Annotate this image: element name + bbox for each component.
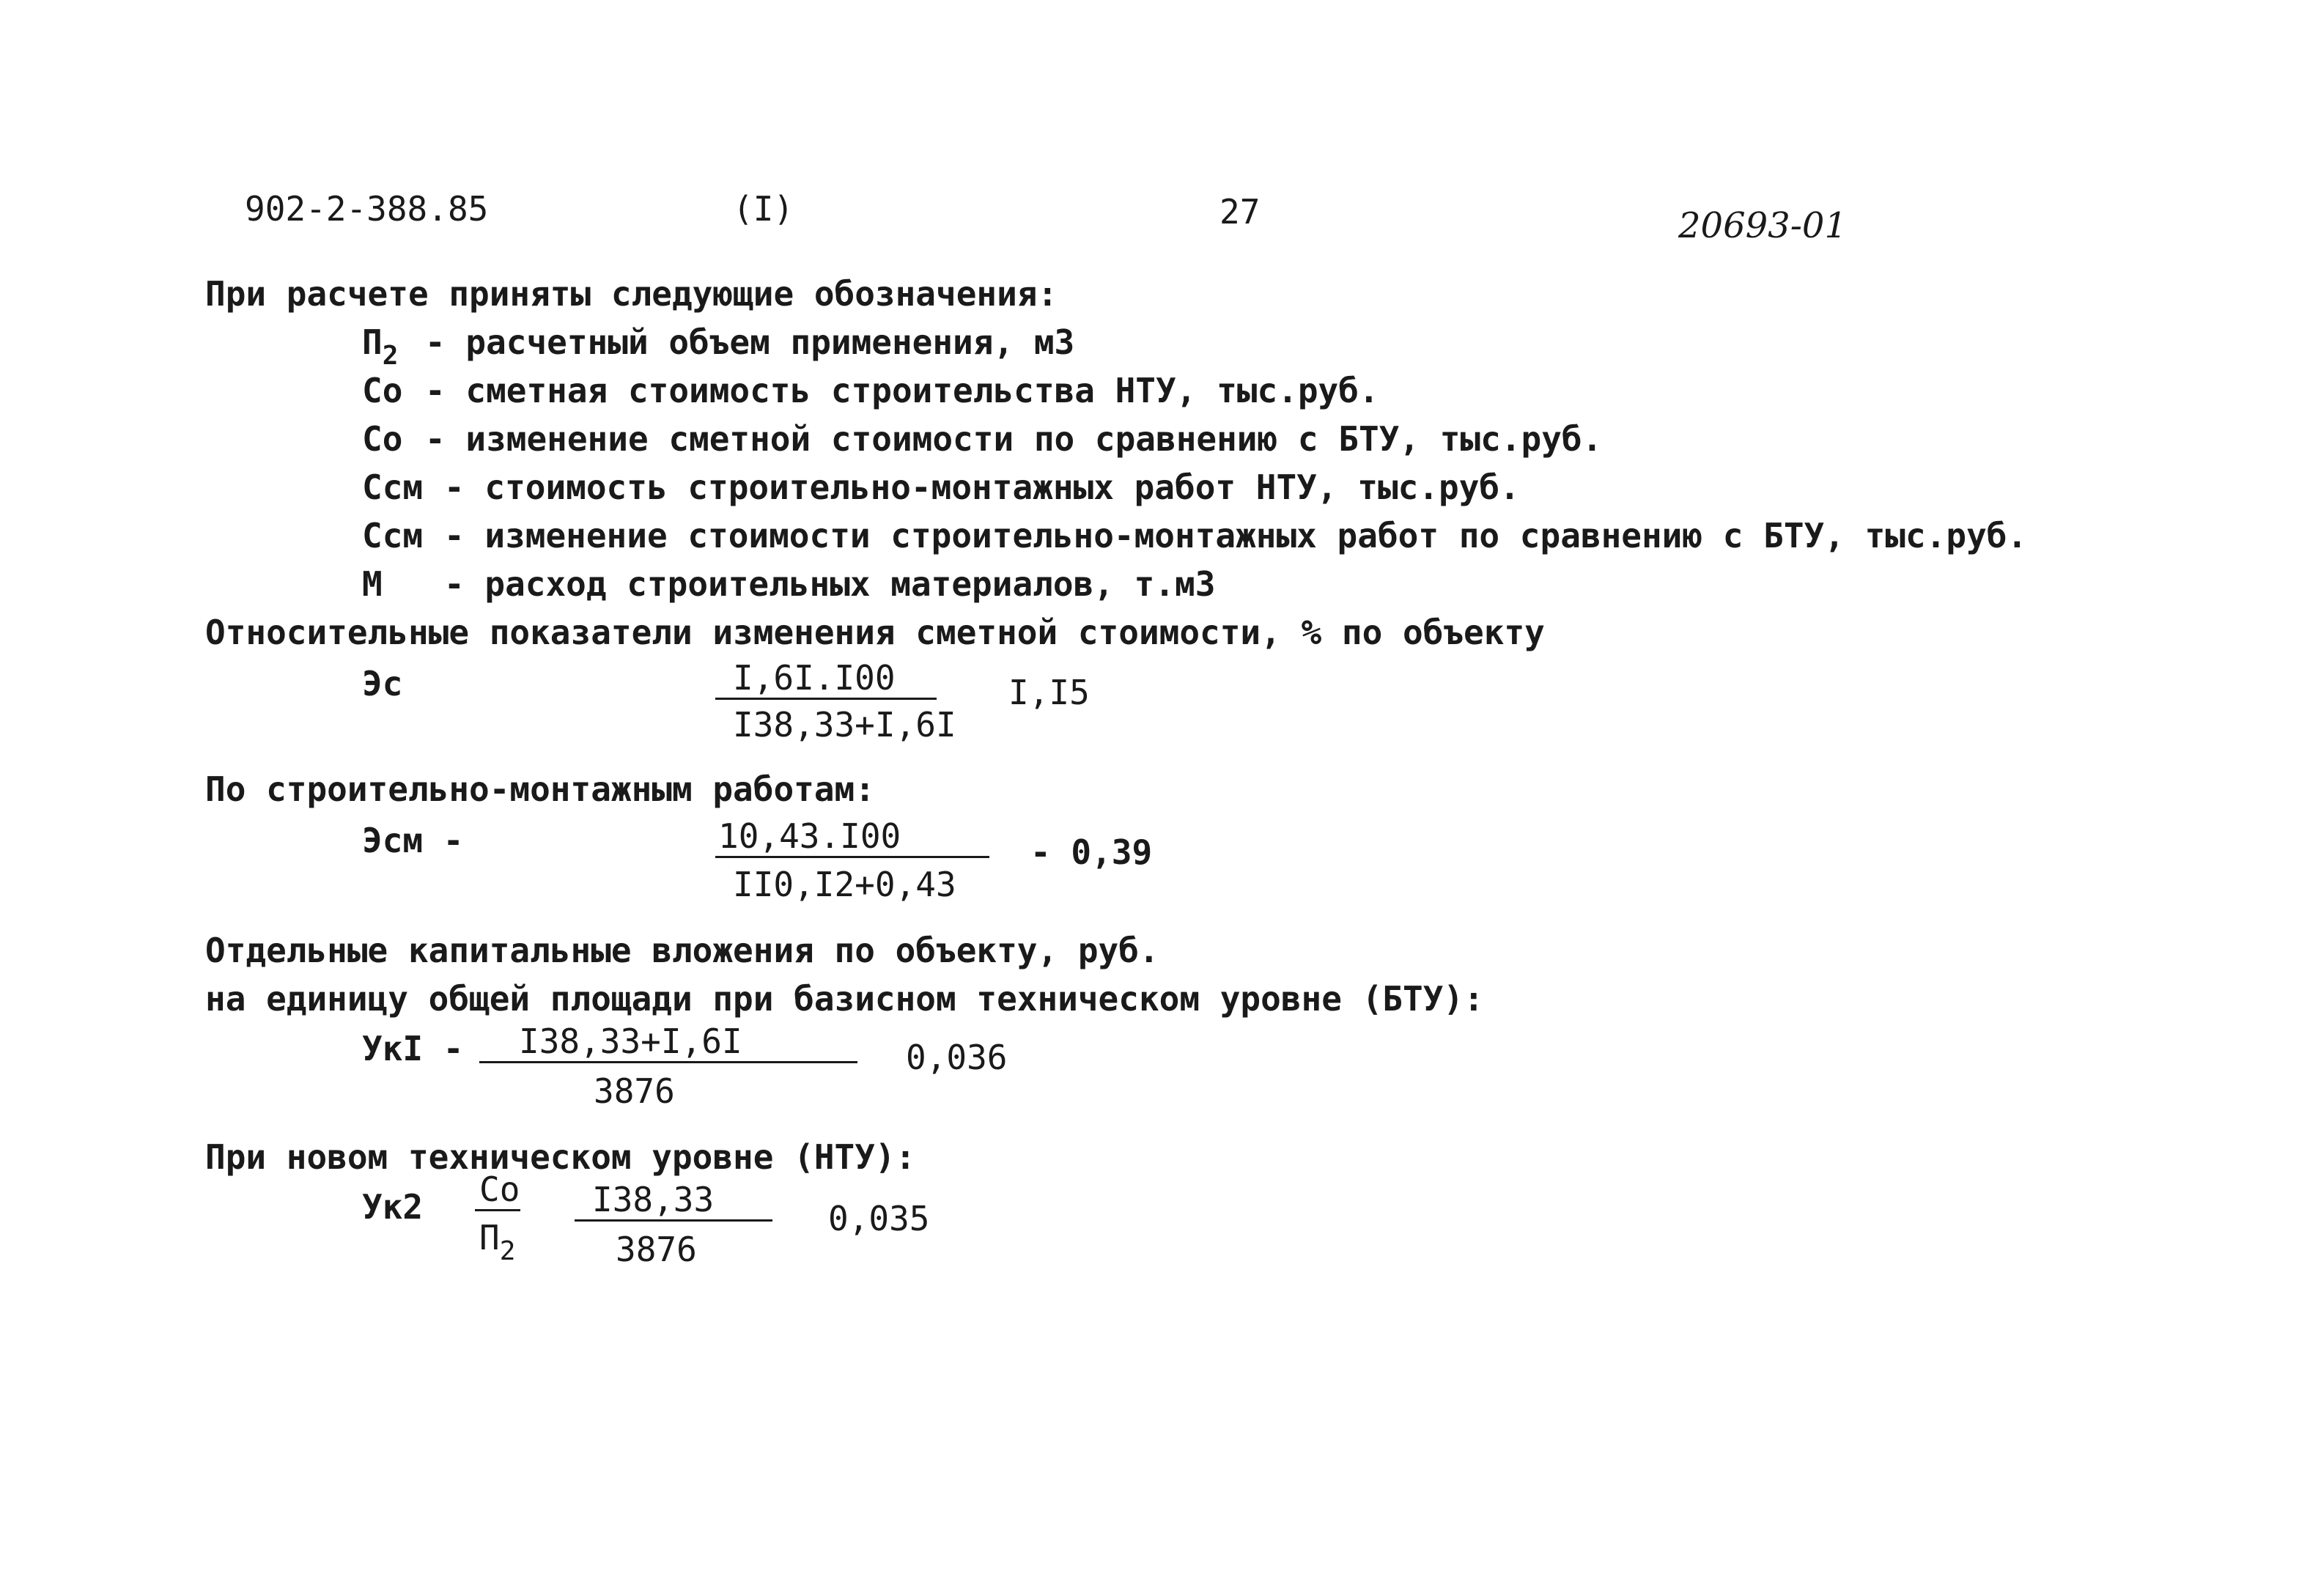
inventory-number: 20693-01: [1678, 205, 1847, 246]
legend-text: - изменение сметной стоимости по сравнению с БТУ, тыс.руб.: [425, 419, 1603, 459]
capital-subheading: на единицу общей площади при базисном техническом уровне (БТУ):: [205, 979, 1484, 1019]
symbol-denominator: П: [479, 1218, 500, 1257]
legend-text: - стоимость строительно-монтажных работ НТУ, тыс.руб.: [444, 468, 1520, 507]
part-number: (I): [733, 189, 794, 229]
formula-result: - 0,39: [1030, 832, 1153, 872]
formula-numerator: I38,33+I,6I: [519, 1021, 742, 1061]
legend-symbol: Ссм: [362, 468, 424, 507]
legend-symbol: Со: [362, 371, 403, 410]
fraction-line: [715, 698, 937, 700]
ntu-heading: При новом техническом уровне (НТУ):: [205, 1137, 916, 1177]
legend-symbol-sub: 2: [382, 341, 399, 371]
fraction-line: [715, 856, 989, 858]
formula-result: 0,035: [828, 1199, 930, 1238]
formula-denominator: 3876: [616, 1230, 697, 1269]
legend-symbol: Ссм: [362, 516, 424, 555]
legend-symbol: М: [362, 564, 383, 604]
legend-symbol: П: [362, 322, 383, 362]
legend-symbol: Со: [362, 419, 403, 459]
formula-numerator: 10,43.I00: [718, 816, 901, 856]
legend-item: [362, 322, 399, 371]
intro-text: При расчете приняты следующие обозначения:: [205, 274, 1058, 314]
formula-denominator: 3876: [594, 1071, 675, 1111]
formula-label: УкI -: [362, 1029, 464, 1068]
fraction-line: [475, 1209, 520, 1211]
fraction-line: [479, 1061, 857, 1063]
relative-heading: Относительные показатели изменения сметной стоимости, % по объекту: [205, 613, 1545, 652]
formula-label: Ук2: [362, 1187, 424, 1227]
doc-code: 902-2-388.85: [245, 189, 489, 229]
formula-denominator: II0,I2+0,43: [733, 865, 956, 904]
formula-label: Эсм -: [362, 821, 464, 860]
smr-heading: По строительно-монтажным работам:: [205, 769, 875, 809]
legend-text: - изменение стоимости строительно-монтажных работ по сравнению с БТУ, тыс.руб.: [444, 516, 2028, 555]
fraction-line: [575, 1219, 772, 1222]
legend-text: - сметная стоимость строительства НТУ, тыс.руб.: [425, 371, 1379, 410]
formula-numerator: I,6I.I00: [733, 658, 896, 698]
capital-heading: Отдельные капитальные вложения по объекту, руб.: [205, 931, 1159, 970]
legend-text: - расчетный объем применения, м3: [425, 322, 1075, 362]
symbol-denominator-sub: 2: [499, 1236, 516, 1266]
formula-result: 0,036: [906, 1038, 1008, 1077]
formula-numerator: I38,33: [592, 1180, 715, 1219]
formula-denominator: I38,33+I,6I: [733, 705, 956, 745]
formula-result: I,I5: [1008, 673, 1090, 712]
legend-text: - расход строительных материалов, т.м3: [444, 564, 1216, 604]
page-number: 27: [1219, 192, 1261, 232]
formula-label: Эс: [362, 664, 403, 703]
symbol-numerator: Со: [479, 1170, 520, 1209]
symbol-denominator-group: [479, 1218, 516, 1266]
